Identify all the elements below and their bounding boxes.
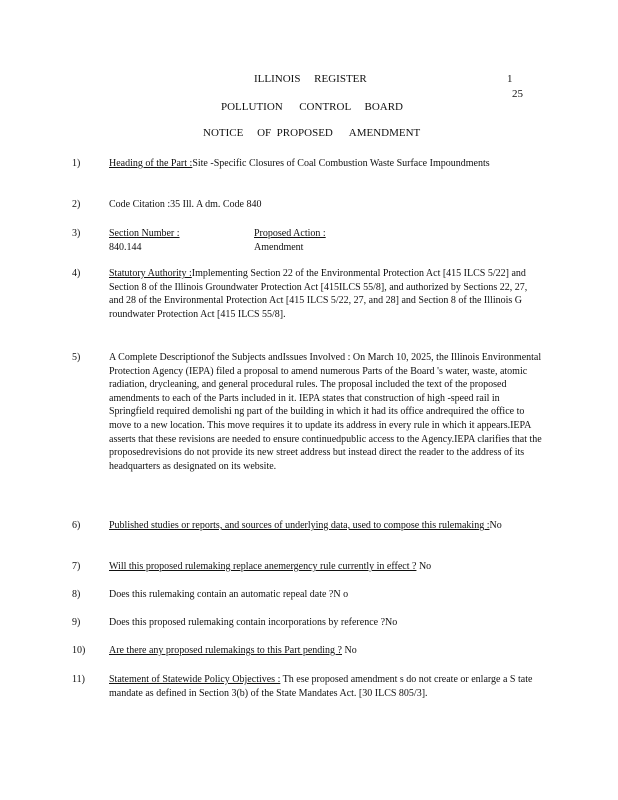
- page-number: 1: [507, 73, 513, 85]
- item-number: 11): [72, 674, 85, 685]
- section-number-value: 840.144: [109, 241, 142, 253]
- item-text: No: [416, 561, 432, 572]
- item-number: 9): [72, 617, 81, 628]
- item-label: Are there any proposed rulemakings to this Part pending ?: [109, 645, 342, 656]
- item-label: Statement of Statewide Policy Objectives :: [109, 674, 281, 685]
- item-label: Published studies or reports, and sources of underlying data, used to compose this rulemaking :: [109, 520, 490, 531]
- item-number: 7): [72, 561, 81, 572]
- item-number: 4): [72, 268, 81, 279]
- item-number: 2): [72, 199, 81, 210]
- item-text: Does this proposed rulemaking contain incorporations by reference ?No: [109, 617, 398, 628]
- proposed-action-value: Amendment: [254, 241, 304, 253]
- section-number-label: Section Number :: [109, 228, 180, 239]
- board-title: POLLUTION CONTROL BOARD: [221, 101, 404, 113]
- item-text: A Complete Descriptionof the Subjects andIssues Involved : On March 10, 2025, the Illinois Environmental Protection Agency (IEPA) filed a proposal to amend numerous Parts of the Board 's water, waste, atomic radiation, drycleaning, and general procedural rules. The proposal included the text of the proposed amendments to each of the Parts included in it. IEPA states that construction of high -speed rail in Springfield required demolishi ng part of the building in which it had its office andrequired the office to move to a new location. This move requires it to update its address in every rule in which it appears.IEPA asserts that these revisions are needed to ensure continuedpublic access to the Agency.IEPA clarifies that the proposedrevisions do not provide its new street address but instead direct the reader to the address of its headquarters as designated on its website.: [109, 352, 542, 472]
- item-number: 3): [72, 228, 81, 239]
- item-label: Will this proposed rulemaking replace anemergency rule currently in effect ?: [109, 561, 417, 572]
- item-text: No: [489, 520, 502, 531]
- item-text: Code Citation :35 Ill. A dm. Code 840: [109, 199, 262, 210]
- item-text: Site -Specific Closures of Coal Combustion Waste Surface Impoundments: [192, 158, 490, 169]
- item-number: 10): [72, 645, 86, 656]
- item-text: Th ese proposed amendment s do not create or enlarge a S tate mandate as defined in Section 3(b) of the State Mandates Act. [30 ILCS 805/3].: [109, 674, 533, 699]
- item-text: Implementing Section 22 of the Environmental Protection Act [415 ILCS 5/22] and Section 8 of the Illinois Groundwater Protection Act [415ILCS 55/8], and authorized by Sections 22, 27, and 28 of the Environmental Protection Act [415 ILCS 5/22, 27, and 28] and Section 8 of the Illinois G roundwater Protection Act [415 ILCS 55/8].: [109, 268, 528, 320]
- page-number-continued: 25: [512, 88, 523, 100]
- item-label: Heading of the Part :: [109, 158, 193, 169]
- item-number: 8): [72, 589, 81, 600]
- item-number: 5): [72, 352, 81, 363]
- item-text: No: [342, 645, 357, 656]
- item-label: Statutory Authority :: [109, 268, 192, 279]
- item-text: Does this rulemaking contain an automatic repeal date ?N o: [109, 589, 349, 600]
- notice-title: NOTICE OF PROPOSED AMENDMENT: [203, 127, 421, 139]
- item-number: 6): [72, 520, 81, 531]
- item-number: 1): [72, 158, 81, 169]
- proposed-action-label: Proposed Action :: [254, 228, 326, 239]
- register-title: ILLINOIS REGISTER: [254, 73, 367, 85]
